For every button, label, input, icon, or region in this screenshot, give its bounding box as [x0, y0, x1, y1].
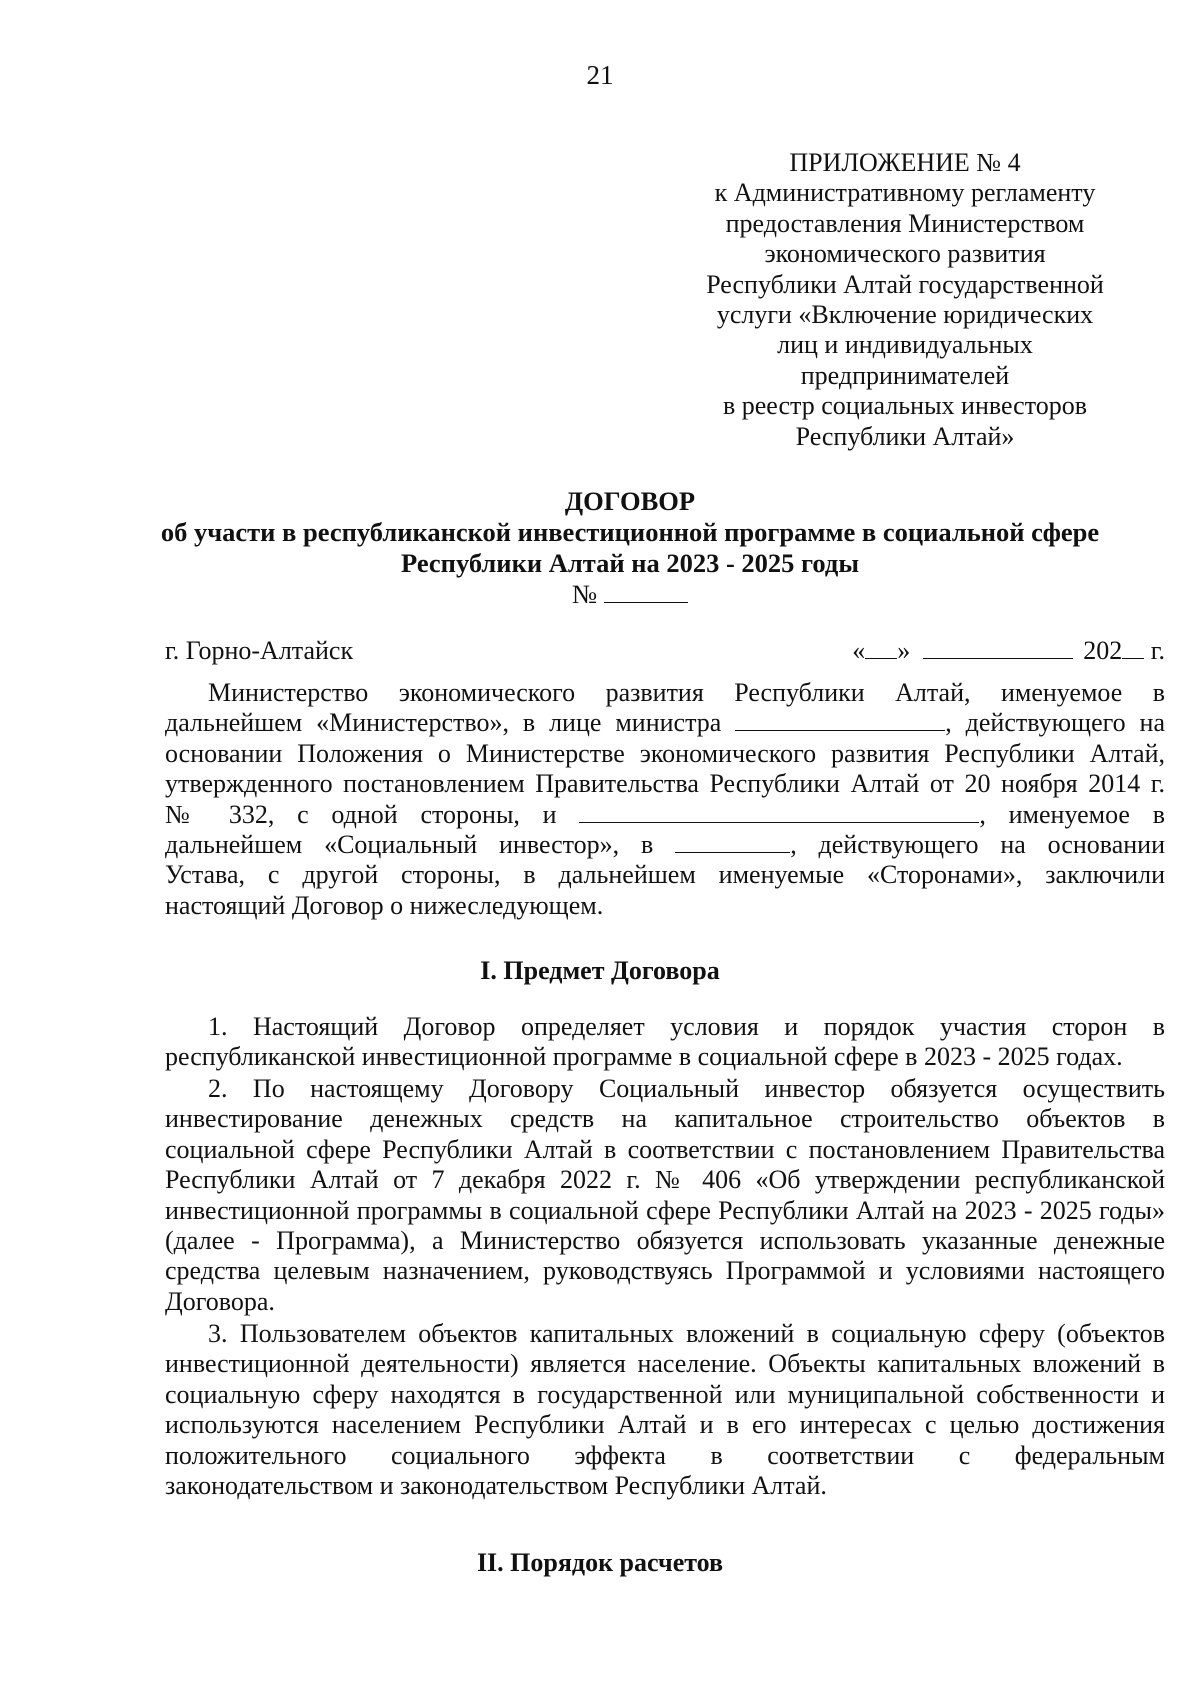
representative-blank [675, 851, 790, 853]
appendix-line: услуги «Включение юридических [716, 300, 1094, 330]
text-line: социальную сферу находятся в государственной или муниципальной собственности и [165, 1379, 1165, 1409]
text-line: Договора. [165, 1286, 275, 1316]
section-1-paragraph-2 [165, 1074, 1165, 1317]
section-1-title: I. Предмет Договора [480, 956, 720, 985]
section-1-paragraph-3 [165, 1319, 1165, 1501]
minister-blank [735, 729, 945, 731]
year-suffix: г. [1150, 636, 1165, 665]
date-field [852, 636, 1165, 666]
contract-title: ДОГОВОР [564, 486, 696, 516]
date-close-quote: » [897, 636, 911, 665]
day-blank [865, 657, 897, 659]
page-number: 21 [586, 60, 614, 90]
appendix-line: предоставления Министерством [725, 208, 1085, 238]
appendix-block [680, 148, 1130, 452]
appendix-line: экономического развития [764, 239, 1046, 269]
contract-heading [150, 486, 1110, 610]
intro-paragraph [165, 678, 1165, 921]
appendix-line: лиц и индивидуальных [777, 330, 1033, 360]
text-fragment: дальнейшем «Министерство», в лице министра [165, 708, 722, 738]
text-line: положительного социального эффекта в соответствии с федеральным [165, 1440, 1165, 1470]
text-fragment: дальнейшем «Социальный инвестор», в [165, 830, 654, 860]
text-line: Министерство экономического развития Республики Алтай, именуемое в [208, 678, 1165, 707]
text-line: инвестирование денежных средств на капитальное строительство объектов в [165, 1104, 1165, 1134]
text-line: средства целевым назначением, руководствуясь Программой и условиями настоящего [165, 1256, 1165, 1286]
text-fragment: , действующего на основании [790, 830, 1165, 860]
appendix-line: в реестр социальных инвесторов [722, 391, 1088, 421]
appendix-line: к Административному регламенту [714, 178, 1096, 208]
month-blank [923, 657, 1073, 659]
text-fragment: , действующего на [945, 708, 1166, 738]
city: г. Горно-Алтайск [165, 636, 354, 665]
text-line: основании Положения о Министерстве экономического развития Республики Алтай, [165, 738, 1165, 768]
text-line: республиканской инвестиционной программе в социальной сфере в 2023 - 2025 годах. [165, 1042, 1123, 1072]
text-fragment: № 332, с одной стороны, и [165, 799, 557, 829]
contract-subtitle-line2: Республики Алтай на 2023 - 2025 годы [400, 548, 860, 578]
investor-name-blank [579, 821, 979, 823]
section-2-title: II. Порядок расчетов [476, 1548, 724, 1577]
number-blank [604, 601, 688, 603]
text-line: 1. Настоящий Договор определяет условия и порядок участия сторон в [208, 1012, 1165, 1041]
text-line: 2. По настоящему Договору Социальный инвестор обязуется осуществить [208, 1074, 1165, 1103]
text-line [165, 708, 1165, 738]
text-line: используются населением Республики Алтай и в его интересах с целью достижения [165, 1410, 1165, 1440]
text-line: настоящий Договор о нижеследующем. [165, 890, 604, 920]
year-blank [1122, 657, 1144, 659]
date-open-quote: « [852, 636, 866, 665]
text-line: инвестиционной программы в социальной сфере Республики Алтай на 2023 - 2025 годы» [165, 1195, 1165, 1225]
appendix-title: ПРИЛОЖЕНИЕ № 4 [789, 148, 1021, 177]
text-line: 3. Пользователем объектов капитальных вложений в социальную сферу (объектов [208, 1319, 1165, 1348]
text-line: инвестиционной деятельности) является население. Объекты капитальных вложений в [165, 1349, 1165, 1379]
text-line [165, 830, 1165, 860]
appendix-line: предпринимателей [800, 360, 1010, 390]
appendix-line: Республики Алтай» [795, 421, 1015, 451]
text-line: социальной сфере Республики Алтай в соответствии с постановлением Правительства [165, 1134, 1165, 1164]
contract-subtitle-line1: об участи в республиканской инвестиционной программе в социальной сфере [160, 517, 1100, 547]
text-line: (далее - Программа), а Министерство обязуется использовать указанные денежные [165, 1226, 1165, 1256]
text-fragment: , именуемое в [979, 799, 1166, 829]
text-line [165, 800, 1165, 830]
number-label: № [572, 579, 598, 609]
section-1-paragraph-1 [165, 1012, 1165, 1073]
year-prefix: 202 [1083, 636, 1123, 665]
text-line: Устава, с другой стороны, в дальнейшем именуемые «Сторонами», заключили [165, 860, 1165, 890]
appendix-line: Республики Алтай государственной [706, 269, 1104, 299]
text-line: Республики Алтай от 7 декабря 2022 г. № 406 «Об утверждении республиканской [165, 1165, 1165, 1195]
text-line: утвержденного постановлением Правительства Республики Алтай от 20 ноября 2014 г. [165, 769, 1165, 799]
contract-number [150, 579, 1110, 610]
text-line: законодательством и законодательством Республики Алтай. [165, 1471, 827, 1501]
